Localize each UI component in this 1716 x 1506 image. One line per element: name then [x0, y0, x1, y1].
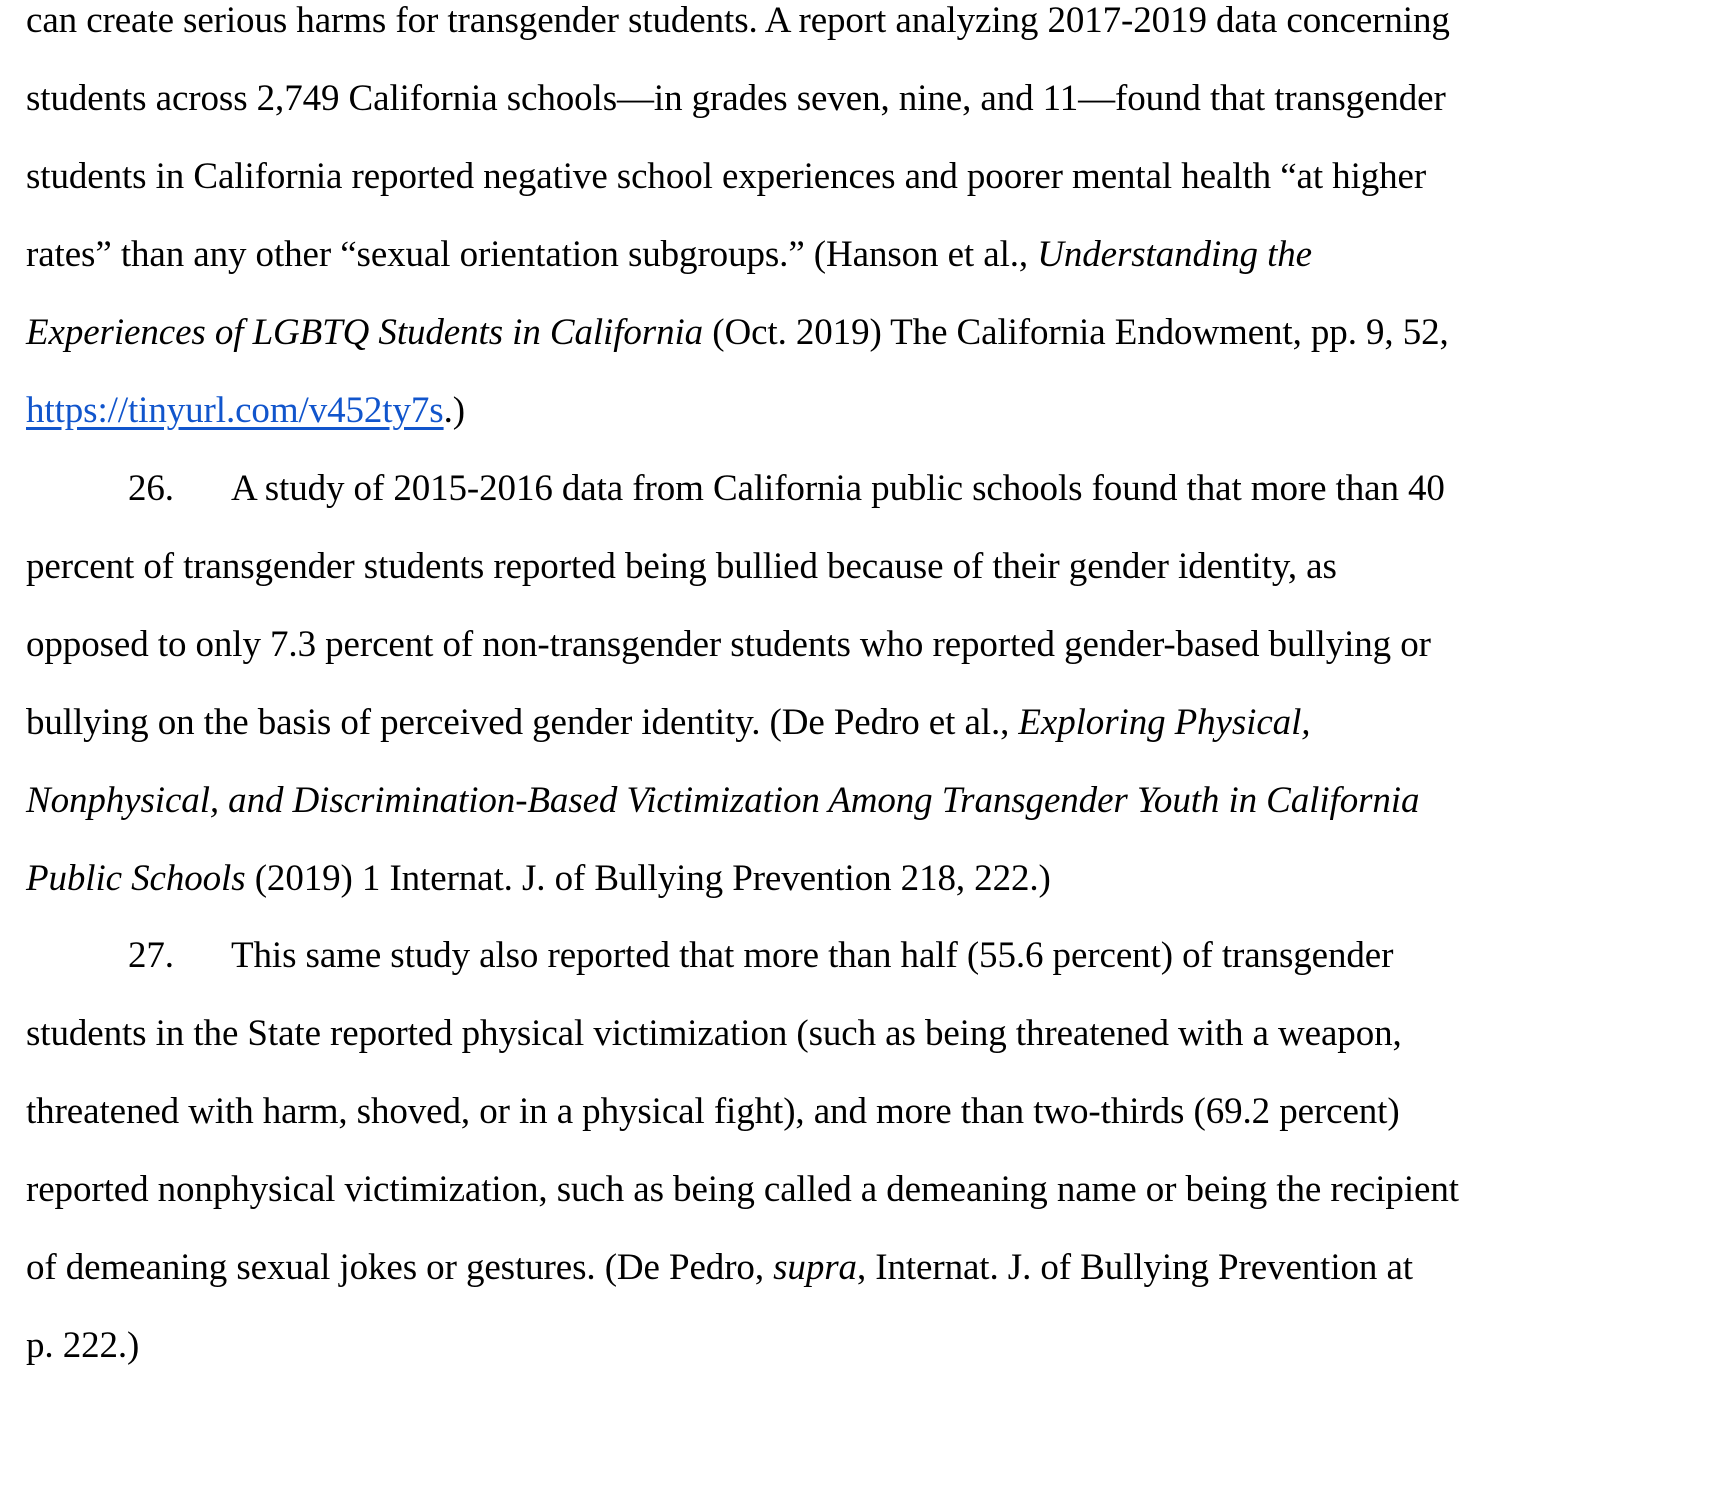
paragraph-number: 26. [128, 468, 174, 509]
body-line [26, 853, 1051, 905]
text-run: reported nonphysical victimization, such as being called a demeaning name or being the recipient [26, 1169, 1459, 1210]
paragraph-27-first-line [128, 930, 1393, 982]
text-run: threatened with harm, shoved, or in a physical fight), and more than two-thirds (69.2 percent) [26, 1091, 1400, 1132]
citation-title: Public Schools [26, 858, 246, 899]
body-line [26, 307, 1449, 359]
text-run: percent of transgender students reported being bullied because of their gender identity, as [26, 546, 1337, 587]
text-run: (Oct. 2019) The California Endowment, pp. 9, 52, [703, 312, 1449, 353]
paragraph-26-first-line [128, 463, 1445, 515]
text-run: rates” than any other “sexual orientation subgroups.” (Hanson et al., [26, 234, 1038, 275]
body-line [26, 775, 1419, 827]
body-line [26, 229, 1312, 281]
body-line [26, 385, 465, 437]
body-line [26, 541, 1337, 593]
body-line [26, 1164, 1459, 1216]
paragraph-number: 27. [128, 935, 174, 976]
text-run: students in the State reported physical victimization (such as being threatened with a weapon, [26, 1013, 1402, 1054]
citation-link[interactable]: https://tinyurl.com/v452ty7s [26, 390, 444, 431]
body-line [26, 619, 1431, 671]
body-line [26, 1008, 1402, 1060]
text-run: bullying on the basis of perceived gender identity. (De Pedro et al., [26, 702, 1019, 743]
body-line [26, 697, 1310, 749]
text-run: students across 2,749 California schools—in grades seven, nine, and 11—found that transgender [26, 78, 1446, 119]
citation-title: Nonphysical, and Discrimination-Based Victimization Among Transgender Youth in California [26, 780, 1420, 821]
body-line [26, 0, 1450, 47]
text-run: This same study also reported that more than half (55.6 percent) of transgender [231, 935, 1394, 976]
text-run: p. 222.) [26, 1325, 140, 1366]
citation-signal: supra [773, 1247, 857, 1288]
citation-title: Experiences of LGBTQ Students in California [26, 312, 704, 353]
text-run: can create serious harms for transgender students. A report analyzing 2017-2019 data concerning [26, 0, 1450, 41]
citation-title: Exploring Physical, [1018, 702, 1311, 743]
text-run: of demeaning sexual jokes or gestures. (De Pedro, [26, 1247, 774, 1288]
body-line [26, 73, 1446, 125]
body-line [26, 1242, 1413, 1294]
body-line [26, 1320, 139, 1372]
body-line [26, 1086, 1400, 1138]
text-run: A study of 2015-2016 data from California public schools found that more than 40 [231, 468, 1445, 509]
body-line [26, 151, 1426, 203]
text-run: opposed to only 7.3 percent of non-transgender students who reported gender-based bullying or [26, 624, 1431, 665]
text-run: , Internat. J. of Bullying Prevention at [856, 1247, 1413, 1288]
citation-title: Understanding the [1037, 234, 1312, 275]
text-run: students in California reported negative school experiences and poorer mental health “at higher [26, 156, 1427, 197]
text-run: .) [443, 390, 465, 431]
text-run: (2019) 1 Internat. J. of Bullying Prevention 218, 222.) [245, 858, 1051, 899]
